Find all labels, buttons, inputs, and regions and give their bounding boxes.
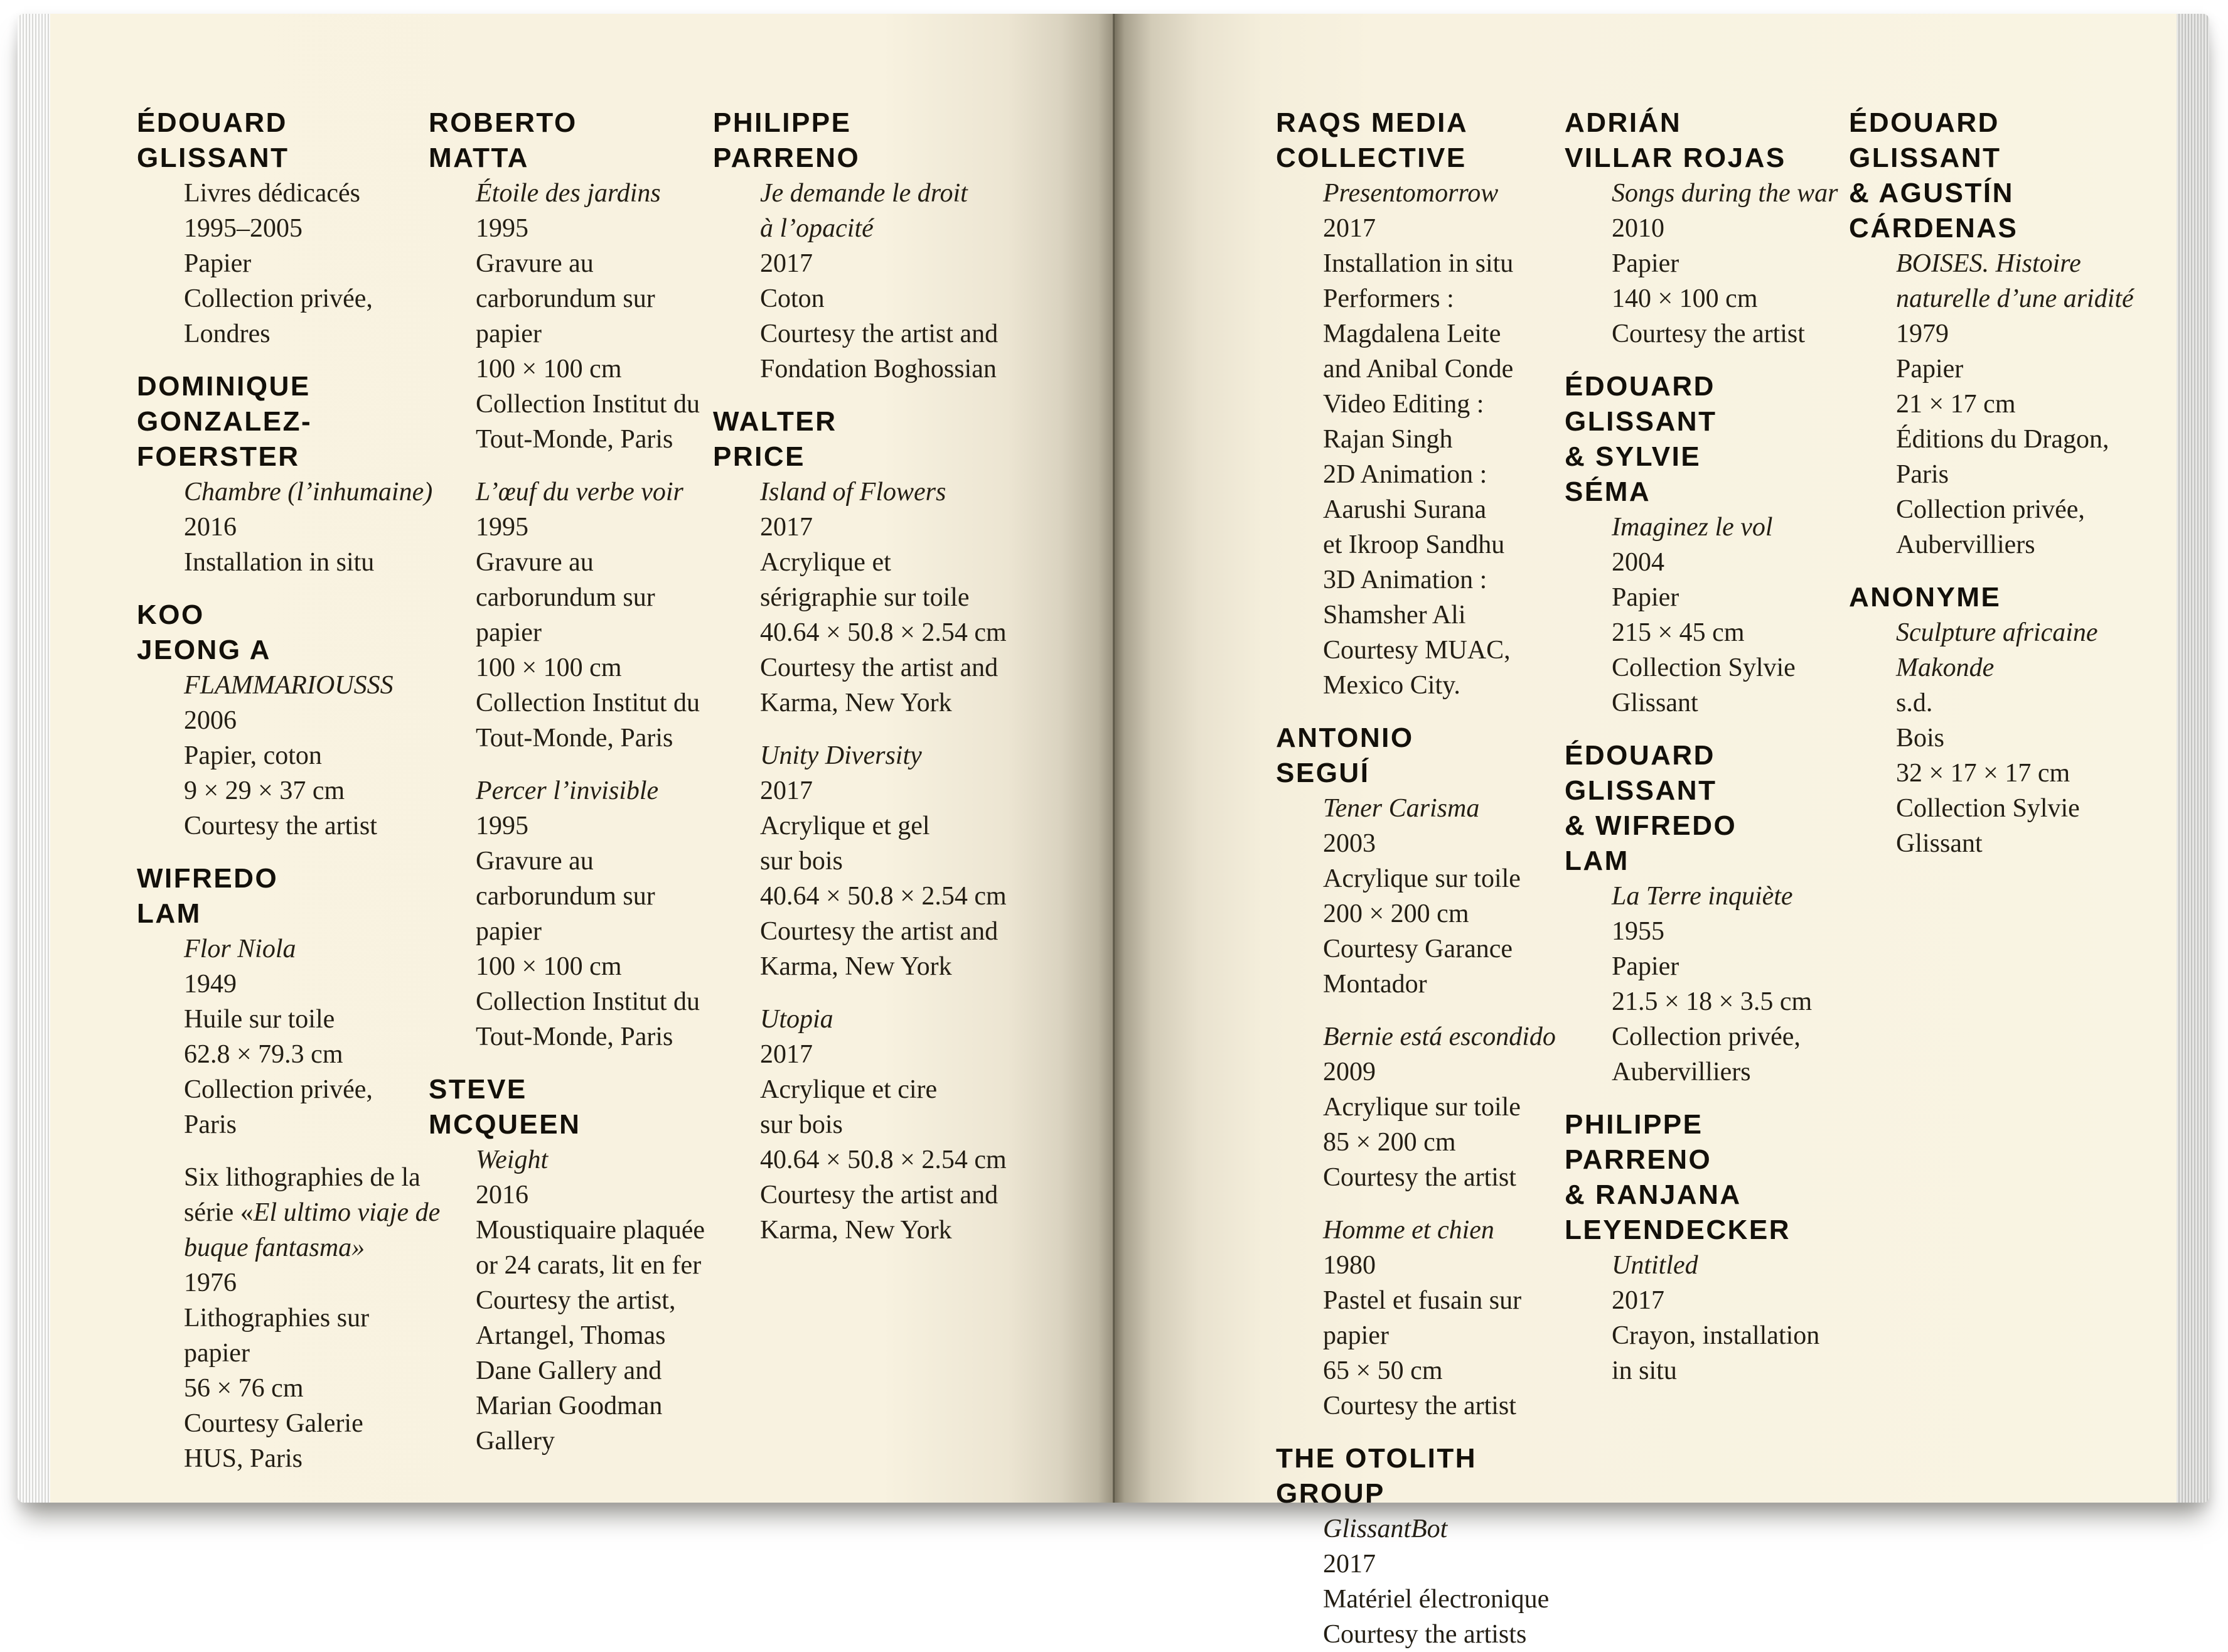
artist-block [1849,105,2146,562]
work-detail-line: Bois [1896,724,1945,753]
artist-block [429,1072,726,1459]
work-title-line: Utopia [760,1005,833,1034]
work-detail-line: 40.64 × 50.8 × 2.54 cm [760,618,1007,647]
works-list [1276,791,1573,1424]
artist-block [1276,105,1573,703]
work-entry [760,176,1010,387]
book-gutter [1113,14,1115,1503]
work-detail-line: 85 × 200 cm [1323,1128,1456,1157]
work-detail-line: Éditions du Dragon, [1896,425,2109,454]
work-detail-line: Papier, coton [184,741,322,770]
work-detail-line: Matériel électronique [1323,1585,1550,1614]
work-title-line: Bernie está escondido [1323,1022,1556,1051]
work-detail-line: 2016 [476,1181,528,1210]
works-list [137,475,434,580]
work-detail-line: carborundum sur [476,583,655,612]
work-detail-line: 100 × 100 cm [476,653,622,682]
work-detail-line: 200 × 200 cm [1323,899,1469,928]
artist-block [1565,1107,1862,1388]
work-detail-line: Coton [760,284,825,313]
artist-block [713,105,1010,387]
works-list [1565,176,1862,351]
work-detail-line: 100 × 100 cm [476,952,622,981]
artist-name-line: ADRIÁN [1565,107,1682,138]
work-detail-line: papier [476,319,542,348]
work-title-line: Je demande le droit [760,179,968,208]
catalog-column-5 [1565,105,1862,1388]
artist-block [137,598,434,844]
work-detail-line: Dane Gallery and [476,1356,662,1385]
work-title-line: Weight [476,1145,549,1174]
artist-name-line: SEGUÍ [1276,758,1370,788]
artist-name-line: MATTA [429,142,529,173]
work-detail-line: Collection privée, [1612,1022,1801,1051]
work-detail-line: Rajan Singh [1323,425,1453,454]
work-detail-line: Courtesy the artist and [760,917,999,946]
work-detail-line: Collection Institut du [476,689,700,717]
artist-name-line: GLISSANT [1565,775,1717,806]
work-title-line: BOISES. Histoire [1896,249,2081,278]
work-detail-line: Six lithographies de la [184,1163,420,1192]
artist-block [1276,1441,1573,1652]
work-detail-line: Courtesy Garance [1323,935,1513,963]
work-detail-line: and Anibal Conde [1323,355,1514,384]
artist-name-line: ANONYME [1849,582,2001,613]
work-detail-line: Karma, New York [760,689,952,717]
work-entry [184,668,434,844]
work-detail-line: Pastel et fusain sur [1323,1286,1522,1315]
work-detail-line: Papier [1612,249,1679,278]
work-entry [476,176,726,457]
work-entry [760,1002,1010,1248]
artist-block [1565,738,1862,1090]
work-detail-line: 2009 [1323,1058,1376,1086]
work-detail-line: Londres [184,319,270,348]
work-detail-line: Artangel, Thomas [476,1321,666,1350]
work-detail-line: Collection privée, [184,1075,373,1104]
work-detail-line: Papier [184,249,252,278]
artist-name-line: GONZALEZ- [137,406,313,437]
artist-block [1276,721,1573,1424]
catalog-column-3 [713,105,1010,1248]
work-detail-line: Tout-Monde, Paris [476,425,673,454]
work-detail-line: 1979 [1896,319,1949,348]
work-detail-line: 2D Animation : [1323,460,1487,489]
work-title-line: Makonde [1896,653,1995,682]
work-detail-line: Acrylique et [760,548,891,577]
work-detail-line: Collection Institut du [476,390,700,419]
work-detail-line: Aarushi Surana [1323,495,1487,524]
work-detail-line: Marian Goodman [476,1392,663,1420]
work-detail-line: Paris [1896,460,1949,489]
work-detail-line: Collection Sylvie [1612,653,1796,682]
artist-name-line: ÉDOUARD [1849,107,2000,138]
work-detail-line: 2017 [760,249,813,278]
work-detail-line: 2003 [1323,829,1376,858]
work-detail-line: 1949 [184,970,237,999]
work-detail-line: Courtesy the artist [1323,1392,1516,1420]
artist-name-line: ROBERTO [429,107,577,138]
work-detail-line: papier [184,1339,250,1368]
work-entry [184,176,434,351]
work-title-line: La Terre inquiète [1612,882,1793,911]
work-detail-line: Acrylique et gel [760,812,930,840]
artist-block [137,105,434,351]
work-detail-line: Moustiquaire plaquée [476,1216,705,1245]
work-detail-line: sérigraphie sur toile [760,583,970,612]
work-detail-line: 2006 [184,706,237,735]
works-list [1849,246,2146,562]
work-entry [476,773,726,1054]
work-detail-line: in situ [1612,1356,1677,1385]
artist-name-line: KOO [137,599,205,630]
work-title-line: Flor Niola [184,935,296,963]
artist-block [137,369,434,580]
work-detail-line: Gravure au [476,249,594,278]
work-detail-line: 140 × 100 cm [1612,284,1758,313]
work-detail-line: Gallery [476,1427,555,1456]
artist-block [429,105,726,1054]
work-title-line: Sculpture africaine [1896,618,2098,647]
work-title-line: à l’opacité [760,214,874,243]
work-detail-line: Tout-Monde, Paris [476,724,673,753]
work-detail-line: sur bois [760,847,843,876]
work-detail-line: Courtesy the artists [1323,1620,1527,1649]
work-title-line: Island of Flowers [760,478,946,507]
work-detail-line: Courtesy MUAC, [1323,636,1511,665]
work-title-line: Percer l’invisible [476,776,659,805]
catalog-column-2 [429,105,726,1459]
work-detail-line: Crayon, installation [1612,1321,1820,1350]
artist-name-line: & SYLVIE [1565,441,1701,472]
artist-name-line: FOERSTER [137,441,300,472]
work-detail-line: Karma, New York [760,1216,952,1245]
work-entry [1612,879,1862,1090]
work-title-line: FLAMMARIOUSSS [184,671,394,700]
work-detail-line: 215 × 45 cm [1612,618,1745,647]
work-detail-line: Gravure au [476,847,594,876]
work-detail-line: carborundum sur [476,882,655,911]
artist-name-line: GROUP [1276,1478,1385,1509]
work-detail-line: Courtesy the artist and [760,653,999,682]
work-entry [1323,1019,1573,1195]
work-entry [1612,510,1862,721]
work-detail-line: Video Editing : [1323,390,1484,419]
work-detail-line: Courtesy Galerie [184,1409,363,1438]
work-detail-line: or 24 carats, lit en fer [476,1251,702,1280]
work-detail-line: Collection Institut du [476,987,700,1016]
work-entry [760,738,1010,984]
work-entry [1612,1248,1862,1388]
artist-block [1565,369,1862,721]
work-title-line: Imaginez le vol [1612,513,1773,542]
work-detail-line: 3D Animation : [1323,566,1487,594]
work-entry [476,1142,726,1459]
work-detail-line: Montador [1323,970,1427,999]
works-list [1276,176,1573,703]
works-list [1849,615,2146,861]
work-detail-line: Gravure au [476,548,594,577]
work-entry [1323,176,1573,703]
artist-name-line: RAQS MEDIA [1276,107,1469,138]
work-title-line: buque fantasma» [184,1233,365,1262]
artist-name-line: & RANJANA [1565,1179,1742,1210]
work-detail-line: Aubervilliers [1896,530,2035,559]
work-detail-line: Fondation Boghossian [760,355,997,384]
work-detail-line: Acrylique sur toile [1323,864,1521,893]
work-detail-line: 2017 [1612,1286,1664,1315]
work-detail-line: 21 × 17 cm [1896,390,2016,419]
work-detail-line: sur bois [760,1110,843,1139]
work-detail-line: carborundum sur [476,284,655,313]
work-title-line: Homme et chien [1323,1216,1494,1245]
artist-name-line: PHILIPPE [1565,1109,1703,1140]
work-mixed-line: série «El ultimo viaje de [184,1198,441,1227]
artist-name-line: WALTER [713,406,837,437]
work-detail-line: Glissant [1612,689,1698,717]
works-list [137,931,441,1476]
work-detail-line: papier [476,618,542,647]
artist-name-line: SÉMA [1565,476,1651,507]
works-list [1565,879,1862,1090]
work-detail-line: 2016 [184,513,237,542]
work-entry [184,475,434,580]
artist-name-line: CÁRDENAS [1849,213,2018,244]
work-detail-line: 1995 [476,214,528,243]
work-detail-line: Installation in situ [184,548,375,577]
works-list [1565,510,1862,721]
work-detail-line: 2017 [760,776,813,805]
work-detail-line: Mexico City. [1323,671,1460,700]
work-detail-line: Shamsher Ali [1323,601,1466,630]
work-detail-line: Karma, New York [760,952,952,981]
artist-name-line: WIFREDO [137,863,279,894]
work-detail-line: Acrylique et cire [760,1075,938,1104]
work-detail-line: 62.8 × 79.3 cm [184,1040,343,1069]
work-detail-line: Courtesy the artist [184,812,377,840]
artist-name-line: LEYENDECKER [1565,1215,1791,1245]
artist-name-line: PHILIPPE [713,107,852,138]
work-entry [1612,176,1862,351]
artist-name-line: & AGUSTÍN [1849,178,2014,208]
artist-name-line: ÉDOUARD [1565,371,1715,402]
work-detail-line: Courtesy the artist and [760,1181,999,1210]
work-detail-line: Courtesy the artist and [760,319,999,348]
artist-name-line: GLISSANT [1849,142,2001,173]
works-list [1565,1248,1862,1388]
artist-name-line: & WIFREDO [1565,810,1737,841]
work-entry [184,1160,441,1476]
artist-name-line: ÉDOUARD [137,107,287,138]
work-detail-line: Magdalena Leite [1323,319,1501,348]
works-list [429,1142,726,1459]
book-spread [18,14,2209,1649]
work-detail-line: Acrylique sur toile [1323,1093,1521,1122]
work-detail-line: 65 × 50 cm [1323,1356,1443,1385]
artist-block [1849,580,2146,861]
artist-name-line: COLLECTIVE [1276,142,1467,173]
work-detail-line: Livres dédicacés [184,179,361,208]
work-detail-line: Paris [184,1110,237,1139]
work-detail-line: 2017 [760,513,813,542]
work-title-line: L’œuf du verbe voir [476,478,683,507]
work-title-line: Untitled [1612,1251,1698,1280]
artist-name-line: PRICE [713,441,805,472]
work-detail-line: 100 × 100 cm [476,355,622,384]
work-detail-line: 40.64 × 50.8 × 2.54 cm [760,1145,1007,1174]
work-detail-line: Papier [1612,583,1679,612]
artist-name-line: GLISSANT [1565,406,1717,437]
work-detail-line: 1955 [1612,917,1664,946]
artist-name-line: STEVE [429,1074,527,1105]
works-list [429,176,726,1054]
artist-name-line: JEONG A [137,635,271,665]
work-detail-line: Glissant [1896,829,1983,858]
work-detail-line: Tout-Monde, Paris [476,1022,673,1051]
catalog-column-6 [1849,105,2146,861]
work-detail-line: Huile sur toile [184,1005,335,1034]
work-detail-line: et Ikroop Sandhu [1323,530,1505,559]
artist-name-line: VILLAR ROJAS [1565,142,1786,173]
work-detail-line: Lithographies sur [184,1304,370,1333]
work-title-line: naturelle d’une aridité [1896,284,2134,313]
page-edges-left [18,14,50,1503]
work-detail-line: 21.5 × 18 × 3.5 cm [1612,987,1813,1016]
page-edges-right [2177,14,2209,1503]
work-entry [184,931,434,1142]
work-title-line: Tener Carisma [1323,794,1480,823]
work-entry [1323,1511,1573,1652]
work-title-line: Songs during the war [1612,179,1838,208]
work-detail-line: Aubervilliers [1612,1058,1751,1086]
work-title-line: Étoile des jardins [476,179,661,208]
artist-block [1565,105,1862,351]
work-detail-line: Papier [1896,355,1964,384]
work-detail-line: 56 × 76 cm [184,1374,304,1403]
work-detail-line: 1980 [1323,1251,1376,1280]
work-entry [476,475,726,756]
artist-name-line: LAM [137,898,201,929]
artist-name-line: THE OTOLITH [1276,1443,1477,1474]
artist-name-line: DOMINIQUE [137,371,311,402]
work-detail-line: Installation in situ [1323,249,1514,278]
work-detail-line: Collection privée, [184,284,373,313]
work-title-line: Presentomorrow [1323,179,1499,208]
artist-name-line: GLISSANT [137,142,289,173]
artist-name-line: ANTONIO [1276,722,1414,753]
works-list [713,176,1010,387]
work-entry [1896,246,2146,562]
work-detail-line: 1995–2005 [184,214,303,243]
work-detail-line: s.d. [1896,689,1933,717]
work-detail-line: 1976 [184,1268,237,1297]
work-detail-line: 1995 [476,812,528,840]
work-entry [1896,615,2146,861]
work-entry [1323,1213,1573,1424]
work-detail-line: papier [1323,1321,1389,1350]
catalog-column-4 [1276,105,1573,1652]
work-detail-line: Collection Sylvie [1896,794,2080,823]
works-list [137,668,434,844]
work-detail-line: Performers : [1323,284,1454,313]
work-detail-line: 2017 [1323,214,1376,243]
work-detail-line: 2004 [1612,548,1664,577]
work-detail-line: 9 × 29 × 37 cm [184,776,345,805]
work-detail-line: Courtesy the artist, [476,1286,676,1315]
work-entry [1323,791,1573,1002]
work-detail-line: Papier [1612,952,1679,981]
catalog-column-1 [137,105,441,1476]
work-title-line: GlissantBot [1323,1515,1448,1543]
work-detail-line: Collection privée, [1896,495,2085,524]
work-detail-line: 2017 [760,1040,813,1069]
work-detail-line: 2010 [1612,214,1664,243]
artist-name-line: PARRENO [713,142,860,173]
work-detail-line: Courtesy the artist [1612,319,1805,348]
work-title-line: Unity Diversity [760,741,922,770]
work-detail-line: papier [476,917,542,946]
work-detail-line: 32 × 17 × 17 cm [1896,759,2070,788]
work-detail-line: 2017 [1323,1550,1376,1579]
work-entry [760,475,1010,721]
artist-name-line: PARRENO [1565,1144,1712,1175]
artist-name-line: MCQUEEN [429,1109,581,1140]
work-detail-line: 40.64 × 50.8 × 2.54 cm [760,882,1007,911]
work-detail-line: Courtesy the artist [1323,1163,1516,1192]
works-list [713,475,1010,1248]
work-title-line: Chambre (l’inhumaine) [184,478,433,507]
artist-name-line: ÉDOUARD [1565,740,1715,771]
works-list [1276,1511,1573,1652]
artist-name-line: LAM [1565,845,1629,876]
artist-block [137,861,441,1476]
work-detail-line: 1995 [476,513,528,542]
work-detail-line: HUS, Paris [184,1444,303,1473]
artist-block [713,404,1010,1248]
works-list [137,176,434,351]
